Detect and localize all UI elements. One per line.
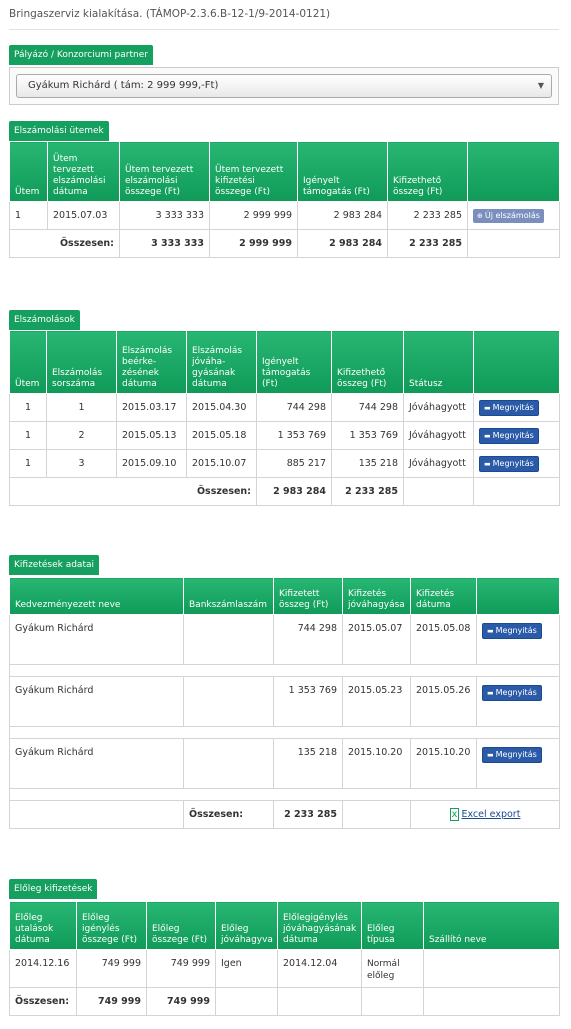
cell-action: [477, 615, 560, 665]
cell-amount: 1 353 769: [274, 677, 343, 727]
chevron-down-icon: ▼: [537, 81, 544, 90]
cell-name: Gyákum Richárd: [10, 677, 184, 727]
column-header: Ütem tervezett elszámolási dátuma: [48, 142, 120, 202]
column-header: Kifizetés jóváhagyása: [343, 578, 411, 615]
folder-open-icon: ▬: [484, 459, 491, 468]
cell-empty: [10, 665, 560, 677]
cell-date: 2014.12.04: [278, 950, 362, 988]
cell-approved: Igen: [216, 950, 278, 988]
utemek-table: [9, 141, 560, 258]
partner-select-value: Gyákum Richárd ( tám: 2 999 999,-Ft): [28, 80, 219, 91]
open-button[interactable]: [482, 685, 542, 701]
cell-utem: 1: [10, 422, 47, 450]
spacer-row: [10, 789, 560, 801]
total-amount: 2 233 285: [388, 230, 468, 258]
column-header-empty: [477, 578, 560, 615]
excel-icon: x: [451, 809, 458, 820]
total-amount: 3 333 333: [120, 230, 210, 258]
cell-empty: [10, 789, 560, 801]
partner-section-label: Pályázó / Konzorciumi partner: [9, 45, 153, 65]
cell-datum: 2015.07.03: [48, 202, 120, 230]
cell-empty: [404, 478, 474, 506]
cell-bank: [184, 677, 274, 727]
cell-date: 2015.04.30: [187, 394, 257, 422]
column-header: Előleg utalások dátuma: [10, 902, 77, 950]
button-label: Megnyitás: [492, 458, 534, 468]
status-text: Jóváhagyott: [404, 450, 474, 478]
cell-amount: 744 298: [332, 394, 404, 422]
cell-date: 2015.09.10: [117, 450, 187, 478]
cell-amount: 135 218: [274, 739, 343, 789]
column-header: Ütem: [10, 331, 47, 394]
cell-date: 2015.03.17: [117, 394, 187, 422]
cell-empty: [474, 478, 560, 506]
total-amount: 749 999: [77, 988, 147, 1016]
button-label: Megnyitás: [492, 430, 534, 440]
column-header: Kifizethető összeg (Ft): [388, 142, 468, 202]
cell-date: 2014.12.16: [10, 950, 77, 988]
column-header: Ütem tervezett kifizetési összege (Ft): [210, 142, 298, 202]
partner-panel: [9, 67, 559, 105]
column-header: Előleg jóváhagyva: [216, 902, 278, 950]
table-row: [10, 394, 560, 422]
excel-export-link[interactable]: [450, 809, 521, 820]
column-header: Bankszámlaszám: [184, 578, 274, 615]
page-title: Bringaszerviz kialakítása. (TÁMOP-2.3.6.B-12-1/9-2014-0121): [9, 8, 559, 30]
table-row: [10, 739, 560, 789]
folder-open-icon: ▬: [484, 431, 491, 440]
spacer-row: [10, 727, 560, 739]
total-label: Összesen:: [10, 988, 77, 1016]
table-row: [10, 450, 560, 478]
column-header: Elszámolás jóváha-gyásának dátuma: [187, 331, 257, 394]
cell-type: Normál előleg: [362, 950, 424, 988]
cell-empty: [216, 988, 278, 1016]
total-amount: 2 983 284: [298, 230, 388, 258]
column-header: Kifizetett összeg (Ft): [274, 578, 343, 615]
cell-amount: 2 983 284: [298, 202, 388, 230]
column-header: Elszámolás beérke-zésének dátuma: [117, 331, 187, 394]
column-header: Szállító neve: [424, 902, 560, 950]
folder-open-icon: ▬: [484, 403, 491, 412]
column-header-empty: [474, 331, 560, 394]
column-header: Ütem: [10, 142, 48, 202]
cell-utem: 1: [10, 394, 47, 422]
status-text: Jóváhagyott: [404, 422, 474, 450]
cell-date: 2015.05.23: [343, 677, 411, 727]
new-settlement-button[interactable]: [473, 209, 544, 223]
total-amount: 2 233 285: [332, 478, 404, 506]
cell-date: 2015.05.07: [343, 615, 411, 665]
cell-empty: [10, 801, 184, 829]
cell-action: [474, 450, 560, 478]
cell-empty: [424, 988, 560, 1016]
cell-date: 2015.05.26: [411, 677, 477, 727]
cell-action: [477, 739, 560, 789]
button-label: Megnyitás: [495, 688, 537, 697]
partner-select[interactable]: [16, 74, 552, 98]
total-amount: 2 999 999: [210, 230, 298, 258]
cell-date: 2015.05.08: [411, 615, 477, 665]
cell-empty: [468, 230, 560, 258]
total-row: [10, 478, 560, 506]
cell-amount: 1 353 769: [257, 422, 332, 450]
cell-empty: [278, 988, 362, 1016]
folder-open-icon: ▬: [487, 627, 494, 635]
column-header: Előlegigénylés jóváhagyásának dátuma: [278, 902, 362, 950]
eloleg-section-label: Előleg kifizetések: [9, 879, 97, 899]
cell-utem: 1: [10, 202, 48, 230]
folder-open-icon: ▬: [487, 689, 494, 697]
column-header: Státusz: [404, 331, 474, 394]
table-header-row: [10, 902, 560, 950]
elszamolasok-section-label: Elszámolások: [9, 310, 80, 330]
cell-amount: 885 217: [257, 450, 332, 478]
open-button[interactable]: [479, 456, 539, 472]
column-header: Előleg igénylés összege (Ft): [77, 902, 147, 950]
column-header: Igényelt támogatás (Ft): [298, 142, 388, 202]
cell-date: 2015.10.07: [187, 450, 257, 478]
column-header: Előleg összege (Ft): [147, 902, 216, 950]
cell-utem: 1: [10, 450, 47, 478]
cell-empty: [10, 727, 560, 739]
column-header: Előleg típusa: [362, 902, 424, 950]
cell-sorszam: 1: [47, 394, 117, 422]
open-button[interactable]: [479, 428, 539, 444]
cell-action: [468, 202, 560, 230]
open-button[interactable]: [482, 747, 542, 763]
column-header: Kifizetés dátuma: [411, 578, 477, 615]
cell-date: 2015.05.18: [187, 422, 257, 450]
table-row: [10, 202, 560, 230]
cell-supplier: [424, 950, 560, 988]
cell-sorszam: 2: [47, 422, 117, 450]
cell-date: 2015.10.20: [411, 739, 477, 789]
plus-circle-icon: ⊕: [477, 211, 483, 220]
cell-name: Gyákum Richárd: [10, 739, 184, 789]
total-amount: 2 233 285: [274, 801, 343, 829]
cell-amount: 744 298: [257, 394, 332, 422]
table-header-row: [10, 142, 560, 202]
total-row: [10, 230, 560, 258]
total-amount: 749 999: [147, 988, 216, 1016]
table-header-row: [10, 331, 560, 394]
cell-amount: 3 333 333: [120, 202, 210, 230]
elszamolasok-table: [9, 330, 560, 506]
kifizetesek-table: [9, 577, 560, 829]
cell-empty: [343, 801, 411, 829]
cell-date: 2015.05.13: [117, 422, 187, 450]
cell-amount: 749 999: [147, 950, 216, 988]
cell-name: Gyákum Richárd: [10, 615, 184, 665]
cell-export: [411, 801, 560, 829]
cell-amount: 2 233 285: [388, 202, 468, 230]
button-label: Megnyitás: [492, 402, 534, 412]
total-row: [10, 801, 560, 829]
utemek-section-label: Elszámolási ütemek: [9, 121, 109, 141]
total-label: Összesen:: [10, 230, 120, 258]
cell-amount: 749 999: [77, 950, 147, 988]
cell-bank: [184, 739, 274, 789]
button-label: Új elszámolás: [484, 210, 540, 220]
total-label: Összesen:: [10, 478, 257, 506]
cell-amount: 135 218: [332, 450, 404, 478]
column-header: Kedvezményezett neve: [10, 578, 184, 615]
open-button[interactable]: [482, 623, 542, 639]
button-label: Megnyitás: [495, 750, 537, 759]
cell-date: 2015.10.20: [343, 739, 411, 789]
cell-action: [474, 394, 560, 422]
total-label: Összesen:: [184, 801, 274, 829]
cell-bank: [184, 615, 274, 665]
table-row: [10, 615, 560, 665]
column-header: Elszámolás sorszáma: [47, 331, 117, 394]
export-label: Excel export: [461, 809, 521, 820]
cell-empty: [362, 988, 424, 1016]
column-header: Ütem tervezett elszámolási összege (Ft): [120, 142, 210, 202]
spacer-row: [10, 665, 560, 677]
cell-amount: 1 353 769: [332, 422, 404, 450]
total-amount: 2 983 284: [257, 478, 332, 506]
column-header-empty: [468, 142, 560, 202]
cell-action: [477, 677, 560, 727]
table-row: [10, 950, 560, 988]
button-label: Megnyitás: [495, 626, 537, 635]
cell-action: [474, 422, 560, 450]
table-row: [10, 422, 560, 450]
column-header: Igényelt támogatás (Ft): [257, 331, 332, 394]
cell-amount: 744 298: [274, 615, 343, 665]
total-row: [10, 988, 560, 1016]
cell-amount: 2 999 999: [210, 202, 298, 230]
kifizetesek-section-label: Kifizetések adatai: [9, 555, 99, 575]
open-button[interactable]: [479, 400, 539, 416]
cell-sorszam: 3: [47, 450, 117, 478]
eloleg-table: [9, 901, 560, 1016]
table-row: [10, 677, 560, 727]
table-header-row: [10, 578, 560, 615]
folder-open-icon: ▬: [487, 751, 494, 759]
status-text: Jóváhagyott: [404, 394, 474, 422]
column-header: Kifizethető összeg (Ft): [332, 331, 404, 394]
